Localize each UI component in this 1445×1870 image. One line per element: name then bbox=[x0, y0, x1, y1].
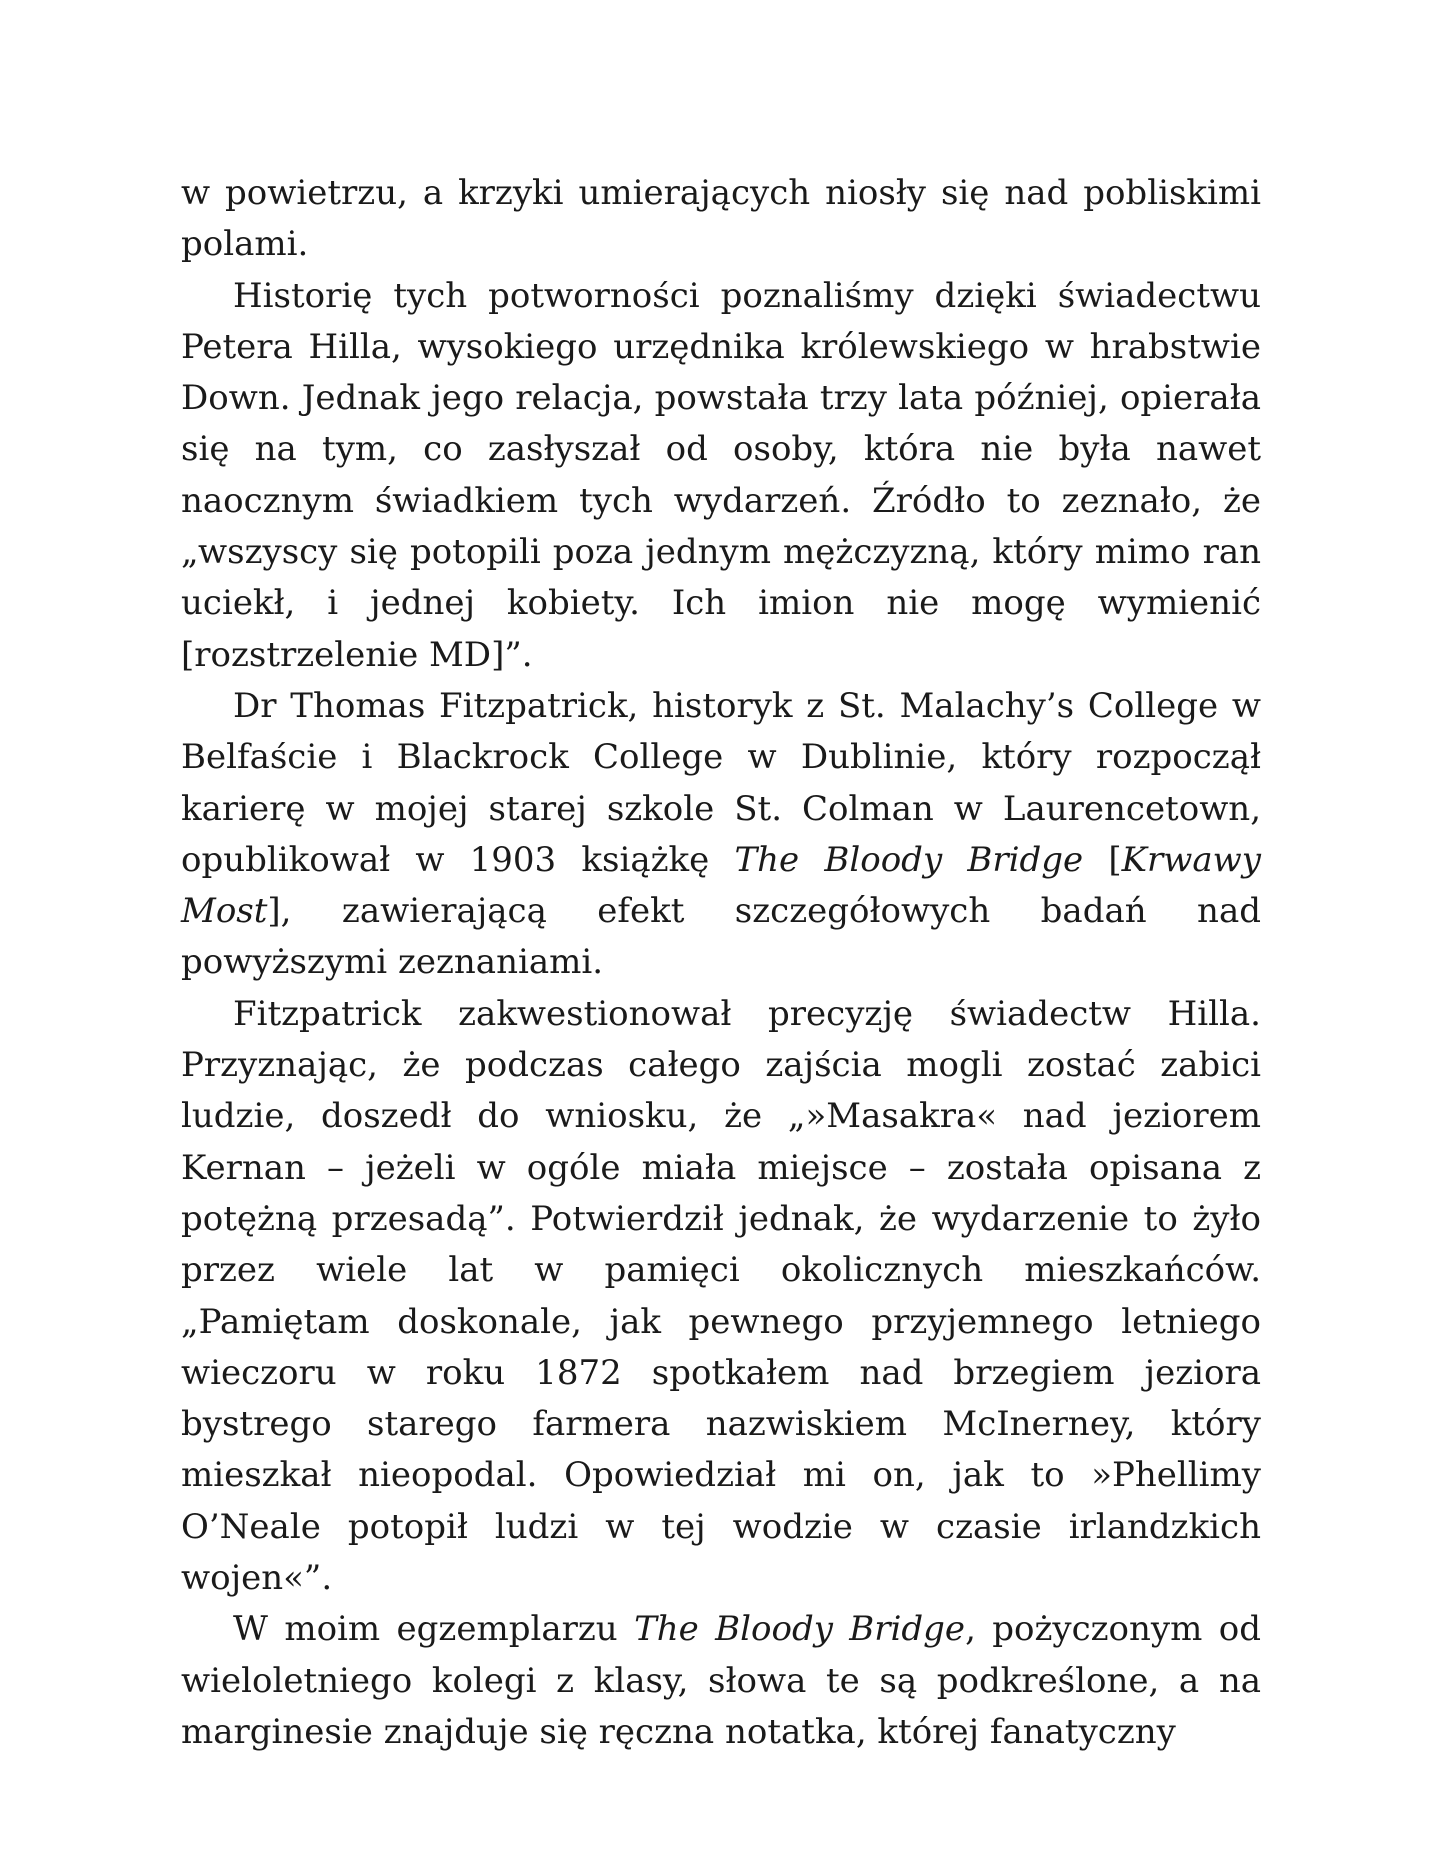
text-run: Dr Thomas Fitzpatrick, historyk z St. Malachy’s College w Belfaście i Blackrock College w Dublinie, który rozpoczął karierę w mojej starej szkole St. Colman w Laurencetown, opublikował w 1903 książkę bbox=[181, 685, 1261, 880]
text-run: w powietrzu, a krzyki umierających niosły się nad pobliskimi polami. bbox=[181, 173, 1261, 265]
paragraph-3 bbox=[181, 681, 1261, 989]
paragraph-4 bbox=[181, 989, 1261, 1605]
paragraph-2 bbox=[181, 271, 1261, 681]
paragraph-1 bbox=[181, 168, 1261, 271]
text-run: Fitzpatrick zakwestionował precyzję świadectw Hilla. Przyznając, że podczas całego zajścia mogli zostać zabici ludzie, doszedł do wniosku, że „»Masakra« nad jeziorem Kernan – jeżeli w ogóle miała miejsce – została opisana z potężną przesadą”. Potwierdził jednak, że wydarzenie to żyło przez wiele lat w pamięci okolicznych mieszkańców. „Pamiętam doskonale, jak pewnego przyjemnego letniego wieczoru w roku 1872 spotkałem nad brzegiem jeziora bystrego starego farmera nazwiskiem McInerney, który mieszkał nieopodal. Opowiedział mi on, jak to »Phellimy O’Neale potopił ludzi w tej wodzie w czasie irlandzkich wojen«”. bbox=[181, 993, 1261, 1599]
italic-title: The Bloody Bridge bbox=[734, 839, 1084, 880]
paragraph-5 bbox=[181, 1604, 1261, 1758]
text-run: ], zawierającą efekt szczegółowych badań nad powyższymi zeznaniami. bbox=[181, 891, 1261, 983]
text-run: [ bbox=[1083, 839, 1122, 880]
text-run: W moim egzemplarzu bbox=[233, 1609, 635, 1650]
text-run: Historię tych potworności poznaliśmy dzięki świadectwu Petera Hilla, wysokiego urzędnika królewskiego w hrabstwie Down. Jednak jego relacja, powstała trzy lata później, opierała się na tym, co zasłyszał od osoby, która nie była nawet naocznym świadkiem tych wydarzeń. Źródło to zeznało, że „wszyscy się potopili poza jednym mężczyzną, który mimo ran uciekł, i jednej kobiety. Ich imion nie mogę wymienić [rozstrzelenie MD]”. bbox=[181, 275, 1261, 675]
italic-title: The Bloody Bridge bbox=[634, 1609, 966, 1650]
page-body bbox=[181, 168, 1261, 1758]
italic-title: Krwawy Most bbox=[181, 839, 1261, 932]
text-run: , pożyczonym od wieloletniego kolegi z klasy, słowa te są podkreślone, a na marginesie znajduje się ręczna notatka, której fanatyczny bbox=[181, 1609, 1261, 1752]
